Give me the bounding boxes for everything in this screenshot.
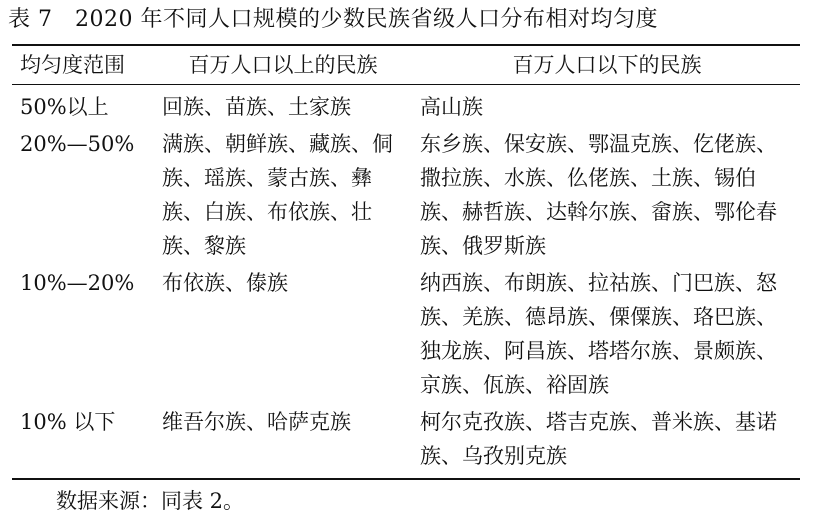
below-million-cell: 东乡族、保安族、鄂温克族、仡佬族、撒拉族、水族、仫佬族、土族、锡伯族、赫哲族、达斡尔族、畲族、鄂伦春族、俄罗斯族: [420, 132, 777, 258]
header-row: [12, 46, 800, 84]
below-million-cell: 纳西族、布朗族、拉祜族、门巴族、怒族、羌族、德昂族、傈僳族、珞巴族、独龙族、阿昌族、塔塔尔族、景颇族、京族、佤族、裕固族: [420, 271, 777, 397]
range-cell: 20%—50%: [20, 132, 135, 156]
range-cell: 50%以上: [20, 95, 109, 119]
below-million-cell: 高山族: [420, 95, 483, 119]
header-above-million: 百万人口以上的民族: [188, 53, 378, 77]
table-caption: 表 7 2020 年不同人口规模的少数民族省级人口分布相对均匀度: [8, 7, 658, 32]
bottom-rule: [12, 478, 800, 480]
above-million-cell: 满族、朝鲜族、藏族、侗族、瑶族、蒙古族、彝族、白族、布依族、壮族、黎族: [162, 132, 393, 258]
table-row: [12, 266, 800, 405]
distribution-table: [12, 46, 800, 476]
table-row: [12, 127, 800, 266]
above-million-cell: 维吾尔族、哈萨克族: [162, 410, 351, 434]
source-note: 数据来源：同表 2。: [56, 489, 245, 513]
table-row: [12, 84, 800, 127]
range-cell: 10%—20%: [20, 271, 135, 295]
above-million-cell: 回族、苗族、土家族: [162, 95, 351, 119]
table-row: [12, 405, 800, 476]
header-range: 均匀度范围: [20, 53, 125, 77]
header-below-million: 百万人口以下的民族: [512, 53, 702, 77]
table-header: [12, 46, 800, 84]
table-body: [12, 84, 800, 476]
above-million-cell: 布依族、傣族: [162, 271, 288, 295]
below-million-cell: 柯尔克孜族、塔吉克族、普米族、基诺族、乌孜别克族: [420, 410, 777, 468]
range-cell: 10% 以下: [20, 410, 116, 434]
